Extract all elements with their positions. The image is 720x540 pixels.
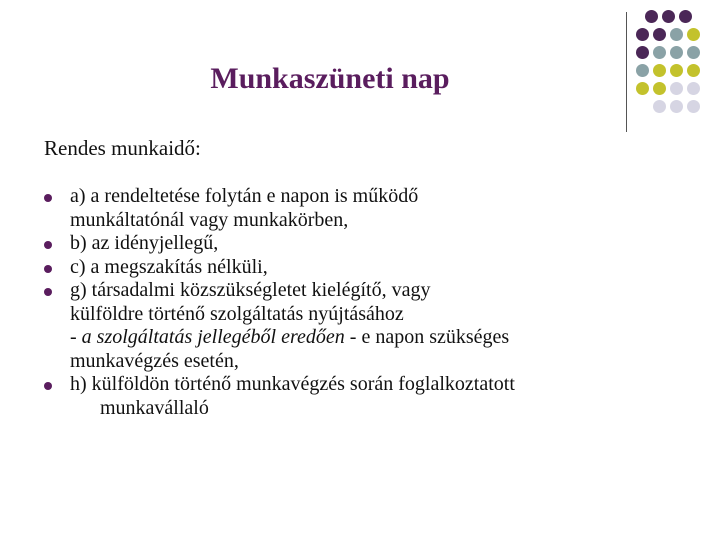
list-item — [44, 256, 684, 280]
dot — [670, 82, 683, 95]
list-item-text: munkáltatónál vagy munkakörben, — [70, 208, 349, 231]
bullet-dot-icon — [44, 265, 52, 273]
list-item-text: g) társadalmi közszükségletet kielégítő, vagy — [70, 279, 431, 301]
dot — [670, 64, 683, 77]
dot — [636, 46, 649, 59]
dot — [679, 10, 692, 23]
list-item — [44, 373, 684, 420]
dot — [687, 82, 700, 95]
list-item-text: külföldre történő szolgáltatás nyújtásához — [70, 302, 404, 325]
bullet-dot-icon — [44, 382, 52, 390]
line-suffix: - e napon szükséges — [344, 326, 510, 348]
dot — [687, 46, 700, 59]
dot — [687, 28, 700, 41]
list-item-text: munkavégzés esetén, — [70, 349, 239, 372]
dot — [687, 100, 700, 113]
dot — [645, 10, 658, 23]
dot — [653, 46, 666, 59]
list-item-text: b) az idényjellegű, — [70, 232, 219, 254]
italic-phrase: a szolgáltatás jellegéből eredően — [81, 326, 345, 348]
list-item — [44, 232, 684, 256]
list-item-text: c) a megszakítás nélküli, — [70, 255, 268, 278]
dot — [670, 46, 683, 59]
list-item-text — [70, 326, 684, 350]
list-item — [44, 185, 684, 232]
list-item — [44, 279, 684, 373]
bullet-list — [44, 185, 684, 420]
list-item-text: a) a rendeltetése folytán e napon is működő — [70, 185, 419, 207]
dot — [636, 28, 649, 41]
dot — [670, 28, 683, 41]
dot — [653, 100, 666, 113]
dash-prefix: - — [70, 326, 82, 348]
dot — [687, 64, 700, 77]
dot — [662, 10, 675, 23]
dot — [653, 28, 666, 41]
list-item-text: h) külföldön történő munkavégzés során foglalkoztatott — [70, 373, 515, 395]
dot — [670, 100, 683, 113]
list-item-text: munkavállaló — [100, 396, 209, 419]
slide-title: Munkaszüneti nap — [210, 62, 450, 95]
bullet-dot-icon — [44, 288, 52, 296]
bullet-dot-icon — [44, 194, 52, 202]
bullet-dot-icon — [44, 241, 52, 249]
section-heading: Rendes munkaidő: — [44, 136, 201, 160]
